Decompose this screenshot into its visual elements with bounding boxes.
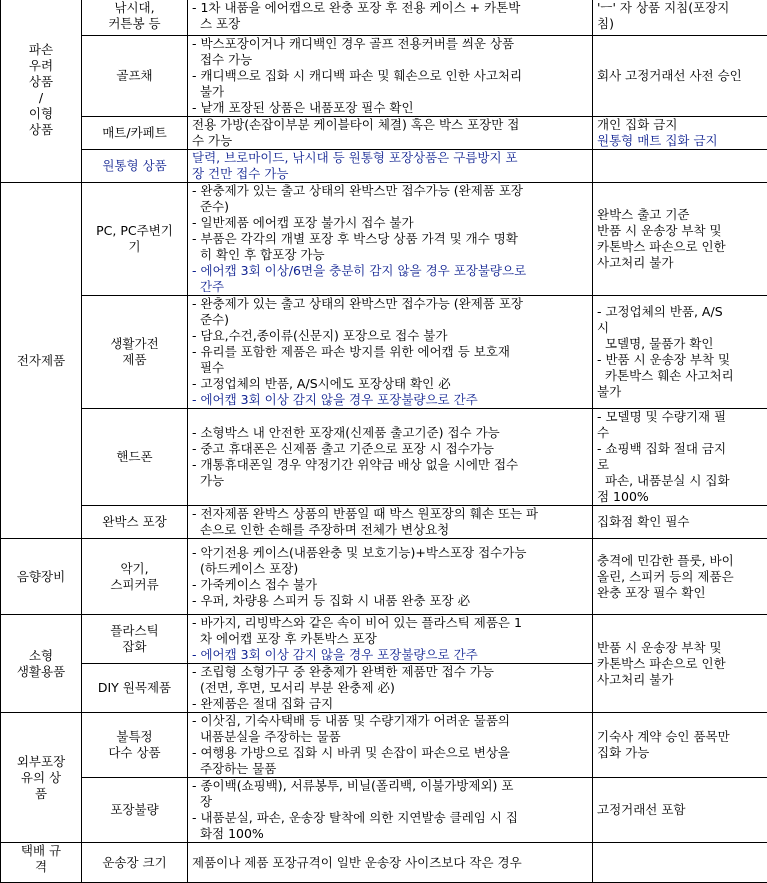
category-cell — [1, 713, 82, 843]
table-row — [1, 713, 767, 778]
rule-line: - 중고 휴대폰은 신제품 출고 기준으로 포장 시 접수가능 — [192, 441, 588, 457]
note-cell — [593, 0, 767, 36]
rule-line: 전용 가방(손잡이부분 케이블타이 체결) 혹은 박스 포장만 접 — [192, 117, 588, 133]
note-text: 기숙사 계약 승인 품목만 집화 가능 — [597, 729, 763, 761]
rule-cell — [188, 778, 593, 843]
category-label: 소형 생활용품 — [3, 648, 79, 680]
subcategory-cell — [82, 843, 188, 883]
note-cell — [593, 409, 767, 506]
rule-line: 준수) — [192, 312, 588, 328]
note-text-emphasis: 원통형 매트 집화 금지 — [597, 133, 763, 149]
note-text: 집화점 확인 필수 — [597, 514, 763, 530]
rule-line: 히 확인 후 합포장 가능 — [192, 247, 588, 263]
rule-line: 손으로 인한 손해를 주장하며 전체가 변상요청 — [192, 522, 588, 538]
table-row — [1, 36, 767, 117]
rule-line: 가능 — [192, 473, 588, 489]
rule-cell — [188, 615, 593, 664]
rule-line: - 바가지, 리빙박스와 같은 속이 비어 있는 플라스틱 제품은 1 — [192, 615, 588, 631]
subcategory-label: 핸드폰 — [84, 449, 185, 465]
subcategory-cell — [82, 117, 188, 150]
rule-line-emphasis: - 에어캡 3회 이상 감지 않을 경우 포장불량으로 간주 — [192, 392, 588, 408]
rule-line: 수 가능 — [192, 133, 588, 149]
rule-line: 내품분실을 주장하는 물품 — [192, 729, 588, 745]
table-row — [1, 615, 767, 664]
category-label: 택배 규 격 — [3, 843, 79, 875]
table-row — [1, 778, 767, 843]
subcategory-label: 완박스 포장 — [84, 514, 185, 530]
note-cell — [593, 843, 767, 883]
rule-line: - 완충제가 있는 출고 상태의 완박스만 접수가능 (완제품 포장 — [192, 296, 588, 312]
rule-line: 장 건만 접수 가능 — [192, 166, 588, 182]
rule-line: - 일반제품 에어캡 포장 불가시 접수 불가 — [192, 215, 588, 231]
rule-line: - 유리를 포함한 제품은 파손 방지를 위한 에어캡 등 보호재 — [192, 344, 588, 360]
table-row — [1, 150, 767, 183]
subcategory-label: 매트/카페트 — [84, 125, 185, 141]
note-cell — [593, 778, 767, 843]
rule-line: 장 — [192, 794, 588, 810]
category-cell — [1, 0, 82, 183]
rule-cell — [188, 539, 593, 615]
subcategory-label: 악기, 스피커류 — [84, 561, 185, 593]
rule-line: - 소형박스 내 안전한 포장재(신제품 출고기준) 접수 가능 — [192, 425, 588, 441]
subcategory-cell — [82, 150, 188, 183]
rule-cell — [188, 506, 593, 539]
note-cell — [593, 183, 767, 296]
table-row — [1, 409, 767, 506]
rule-cell — [188, 664, 593, 713]
note-cell — [593, 296, 767, 409]
rule-line: - 가죽케이스 접수 불가 — [192, 577, 588, 593]
rule-line: - 악기전용 케이스(내품완충 및 보호기능)+박스포장 접수가능 — [192, 545, 588, 561]
subcategory-label: DIY 원목제품 — [84, 680, 185, 696]
rule-line: - 낱개 포장된 상품은 내품포장 필수 확인 — [192, 100, 588, 116]
rule-line: - 완충제가 있는 출고 상태의 완박스만 접수가능 (완제품 포장 — [192, 183, 588, 199]
table-row — [1, 0, 767, 36]
rule-line: - 개통휴대폰일 경우 약정기간 위약금 배상 없을 시에만 접수 — [192, 457, 588, 473]
rule-cell — [188, 183, 593, 296]
note-text: 개인 집화 금지 — [597, 117, 763, 133]
rule-cell — [188, 150, 593, 183]
rule-line: - 전자제품 완박스 상품의 반품일 때 박스 원포장의 훼손 또는 파 — [192, 506, 588, 522]
rule-line: (전면, 후면, 모서리 부분 완충제 必) — [192, 680, 588, 696]
note-cell — [593, 615, 767, 713]
subcategory-cell — [82, 36, 188, 117]
category-label: 외부포장 유의 상 품 — [3, 754, 79, 802]
subcategory-cell — [82, 0, 188, 36]
subcategory-cell — [82, 664, 188, 713]
rule-line-emphasis: - 에어캡 3회 이상/6면을 충분히 감지 않을 경우 포장불량으로 — [192, 263, 588, 279]
note-cell — [593, 506, 767, 539]
rule-line: - 우퍼, 차량용 스피커 등 집화 시 내품 완충 포장 必 — [192, 593, 588, 609]
rule-line: 제품이나 제품 포장규격이 일반 운송장 사이즈보다 작은 경우 — [192, 855, 588, 871]
rule-line: - 고정업체의 반품, A/S시에도 포장상태 확인 必 — [192, 376, 588, 392]
rule-line: - 완제품은 절대 집화 금지 — [192, 696, 588, 712]
rule-line: (하드케이스 포장) — [192, 561, 588, 577]
rule-line: - 부품은 각각의 개별 포장 후 박스당 상품 가격 및 개수 명확 — [192, 231, 588, 247]
table-row — [1, 539, 767, 615]
note-text: 'ㅡ' 자 상품 지침(포장지 침) — [597, 0, 763, 32]
table-row — [1, 296, 767, 409]
rule-line: 주장하는 물품 — [192, 761, 588, 777]
subcategory-cell — [82, 539, 188, 615]
rule-line-emphasis: - 에어캡 3회 이상 감지 않을 경우 포장불량으로 간주 — [192, 647, 588, 663]
rule-line: - 종이백(쇼핑백), 서류봉투, 비닐(폴리백, 이불가방제외) 포 — [192, 778, 588, 794]
rule-line: - 박스포장이거나 캐디백인 경우 골프 전용커버를 씌운 상품 — [192, 36, 588, 52]
table-row — [1, 843, 767, 883]
subcategory-label: 운송장 크기 — [84, 855, 185, 871]
rule-line: 차 에어캡 포장 후 카톤박스 포장 — [192, 631, 588, 647]
rule-line: - 이삿짐, 기숙사택배 등 내품 및 수량기재가 어려운 물품의 — [192, 713, 588, 729]
rule-line: - 내품분실, 파손, 운송장 탈착에 의한 지연발송 클레임 시 집 — [192, 810, 588, 826]
subcategory-cell — [82, 713, 188, 778]
note-cell — [593, 713, 767, 778]
note-cell — [593, 150, 767, 183]
subcategory-label: 플라스틱 잡화 — [84, 623, 185, 655]
subcategory-label: PC, PC주변기 기 — [84, 223, 185, 255]
note-cell — [593, 117, 767, 150]
category-cell — [1, 539, 82, 615]
rule-cell — [188, 409, 593, 506]
note-text: 회사 고정거래선 사전 승인 — [597, 68, 763, 84]
note-text: - 모델명 및 수량기재 필 수 - 쇼핑백 집화 절대 금지 로 파손, 내품분실 시 집화 점 100% — [597, 409, 763, 505]
subcategory-cell — [82, 778, 188, 843]
category-cell — [1, 183, 82, 539]
table-row — [1, 183, 767, 296]
rule-line: 준수) — [192, 199, 588, 215]
rule-cell — [188, 0, 593, 36]
subcategory-label: 생활가전 제품 — [84, 336, 185, 368]
rule-line-emphasis: 간주 — [192, 279, 588, 295]
note-text: 반품 시 운송장 부착 및 카톤박스 파손으로 인한 사고처리 불가 — [597, 640, 763, 688]
rule-line: - 1차 내품을 에어캡으로 완충 포장 후 전용 케이스 + 카톤박 — [192, 0, 588, 16]
category-cell — [1, 843, 82, 883]
rule-line: - 여행용 가방으로 집화 시 바퀴 및 손잡이 파손으로 변상을 — [192, 745, 588, 761]
category-label: 전자제품 — [3, 353, 79, 369]
subcategory-cell — [82, 506, 188, 539]
subcategory-cell — [82, 409, 188, 506]
rule-line: 불가 — [192, 84, 588, 100]
table-row — [1, 117, 767, 150]
subcategory-label: 포장불량 — [84, 802, 185, 818]
subcategory-cell — [82, 615, 188, 664]
table-row — [1, 506, 767, 539]
rule-line: - 조립형 소형가구 중 완충제가 완벽한 제품만 접수 가능 — [192, 664, 588, 680]
note-text: 완박스 출고 기준 반품 시 운송장 부착 및 카톤박스 파손으로 인한 사고처리 불가 — [597, 207, 763, 271]
rule-cell — [188, 843, 593, 883]
subcategory-label: 불특정 다수 상품 — [84, 729, 185, 761]
note-text: 충격에 민감한 플룻, 바이 올린, 스피커 등의 제품은 완충 포장 필수 확인 — [597, 553, 763, 601]
subcategory-cell — [82, 296, 188, 409]
category-label: 음향장비 — [3, 569, 79, 585]
rule-line: 스 포장 — [192, 16, 588, 32]
rule-cell — [188, 296, 593, 409]
rule-line: 달력, 브로마이드, 낚시대 등 원통형 포장상품은 구름방지 포 — [192, 150, 588, 166]
rule-cell — [188, 36, 593, 117]
rule-line: - 캐디백으로 집화 시 캐디백 파손 및 훼손으로 인한 사고처리 — [192, 68, 588, 84]
category-label: 파손 우려 상품 / 이형 상품 — [3, 42, 79, 138]
subcategory-label: 골프채 — [84, 68, 185, 84]
note-text: 고정거래선 포함 — [597, 802, 763, 818]
subcategory-label: 원통형 상품 — [84, 158, 185, 174]
rule-line: 필수 — [192, 360, 588, 376]
note-text: - 고정업체의 반품, A/S 시 모델명, 물품가 확인 - 반품 시 운송장 부착 및 카톤박스 훼손 사고처리 불가 — [597, 304, 763, 400]
rule-cell — [188, 117, 593, 150]
rule-line: - 담요,수건,종이류(신문지) 포장으로 접수 불가 — [192, 328, 588, 344]
rule-cell — [188, 713, 593, 778]
subcategory-label: 낚시대, 커튼봉 등 — [84, 0, 185, 32]
subcategory-cell — [82, 183, 188, 296]
rule-line: 접수 가능 — [192, 52, 588, 68]
category-cell — [1, 615, 82, 713]
rule-line: 화점 100% — [192, 826, 588, 842]
note-cell — [593, 539, 767, 615]
note-cell — [593, 36, 767, 117]
